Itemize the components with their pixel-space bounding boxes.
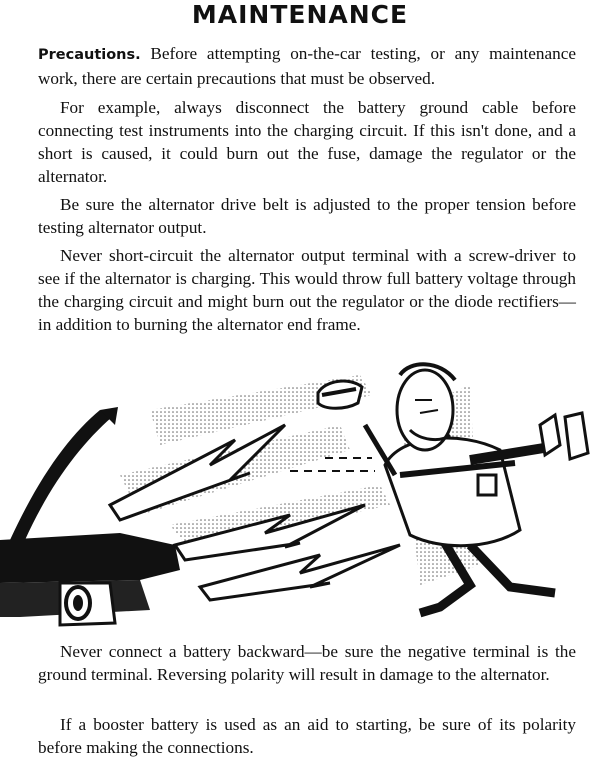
paragraph-drive-belt: Be sure the alternator drive belt is adjusted to the proper tension before testing alternator output. — [38, 195, 576, 237]
paragraph-battery-polarity: Never connect a battery backward—be sure the negative terminal is the ground terminal. Reversing polarity will result in damage to the alternator. — [38, 642, 576, 684]
paragraph-booster-battery: If a booster battery is used as an aid to starting, be sure of its polarity before making the connections. — [38, 715, 576, 757]
precautions-lead: Precautions. — [38, 47, 141, 63]
paragraph-ground-cable: For example, always disconnect the battery ground cable before connecting test instruments into the charging circuit. If this isn't done, and a short is caused, it could burn out the fuse, damage the regulator or the alternator. — [38, 98, 576, 186]
paragraph-precautions — [38, 42, 576, 90]
mechanic-sparks-illustration — [0, 355, 600, 635]
car-icon — [0, 407, 180, 625]
precautions-body: Before attempting on-the-car testing, or any maintenance work, there are certain precautions that must be observed. — [38, 44, 576, 88]
paragraph-short-circuit: Never short-circuit the alternator output terminal with a screw-driver to see if the alternator is charging. This would throw full battery voltage through the charging circuit and might burn out the regulator or the diode rectifiers—in addition to burning the alternator end frame. — [38, 246, 576, 334]
mechanic-icon — [365, 364, 588, 613]
hat-icon — [318, 381, 362, 408]
illustration-drawing — [0, 355, 600, 635]
page-title: MAINTENANCE — [191, 0, 409, 29]
